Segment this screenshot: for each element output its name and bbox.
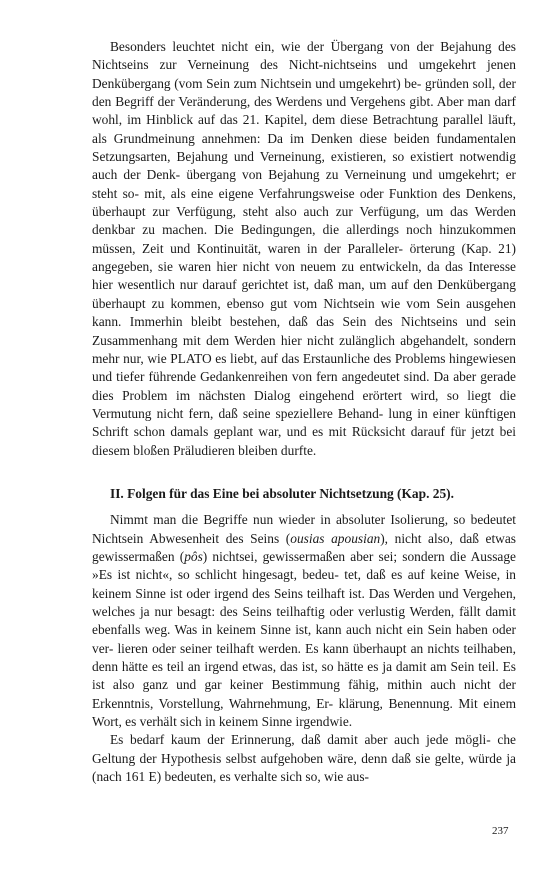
text-fragment: bedeutet Nichtsein Abwesenheit des Seins (	[92, 512, 516, 546]
text-line: daß man, um auf den Denkübergang überhaupt zu kommen, ebenso	[92, 277, 516, 311]
text-line: Was in keinem Sinne ist, kann auch nicht ein Sein haben oder ver-	[92, 622, 516, 656]
text-line: des Seins teilhaftig oder verlustig Werden, fällt damit ebenfalls weg.	[92, 603, 516, 638]
text-line: tet, daß es auf keine Weise, in keinem Sinne ist oder irgend des	[92, 567, 517, 601]
text-line: gründen soll, der den Begriff der Veränderung, des Werdens und	[92, 75, 516, 110]
text-line: des Nichtseins zur Verneinung des Nicht-nichtseins und umgekehrt	[92, 39, 516, 73]
text-line: und Verneinung, existieren, so existiert notwendig auch der Denk-	[92, 149, 516, 183]
text-line: mithin auch nicht der Erkenntnis, Vorstellung, Wahrnehmung, Er-	[92, 677, 516, 711]
text-line: bestehen, daß das Sein des Nichtseins und sein Zusammenhang mit	[92, 314, 517, 348]
greek-term-pos: pôs	[184, 548, 203, 564]
text-line: gelte, würde ja (nach 161 E) bedeuten, es verhalte sich so, wie aus-	[92, 750, 516, 785]
text-line: mit, als eine eigene Verfahrungsweise oder Funktion des Denkens,	[144, 185, 516, 201]
text-line: hinzukommen müssen, Zeit und Kontinuität, waren in der Paralleler-	[92, 222, 516, 256]
text-line: teilhaben, denn hätte es teil an irgend etwas, das ist, so hätte es ja	[92, 640, 516, 674]
text-line: Sinne irgendwie.	[261, 714, 353, 730]
text-line: damit am Sein teil. Es ist also ganz und gar keiner Bestimmung fähig,	[92, 659, 516, 693]
text-line: lung in einer künftigen Schrift schon damals geplant war, und es	[92, 405, 516, 440]
text-line: örterung (Kap. 21) angegeben, sie waren hier nicht von neuem zu	[92, 240, 516, 275]
text-line: durfte.	[280, 442, 317, 458]
text-line: Nimmt man die Begriffe nun wieder in absoluter Isolierung, so	[110, 512, 466, 528]
book-page	[92, 38, 516, 786]
paragraph-2	[92, 511, 516, 731]
paragraph-1	[92, 38, 516, 460]
page-number: 237	[492, 825, 509, 837]
text-line: Besonders leuchtet nicht ein, wie der Übergang von der Bejahung	[110, 39, 492, 54]
text-line: Da im Denken diese beiden fundamentalen Setzungsarten, Bejahung	[92, 130, 516, 165]
text-line: entwickeln, da das Interesse hier wesentlich nur darauf gerichtet ist,	[92, 259, 516, 293]
text-line: übergang von Bejahung zu Verneinung und umgekehrt; er steht so-	[92, 167, 516, 201]
text-fragment: ), nicht	[380, 530, 422, 546]
text-line: klärung, Benennung. Mit einem Wort, es verhält sich in keinem	[92, 695, 516, 730]
text-line: dem Werden hier nicht zulänglich abgehandelt, sondern mehr nur,	[92, 332, 517, 366]
section-heading: II. Folgen für das Eine bei absoluter Nichtsetzung (Kap. 25).	[110, 485, 454, 501]
text-line: che Geltung der Hypothesis selbst aufgehoben wäre, denn daß sie	[92, 732, 516, 766]
text-line: überhaupt zur Verfügung, steht also auch zur Verfügung, um das	[92, 204, 469, 220]
text-fragment: ) nichtsei, gewissermaßen aber	[202, 548, 374, 564]
text-fragment: also, daß etwas gewissermaßen (	[92, 530, 517, 564]
text-line: aber gerade dies Problem im nächsten Dialog eingehend erörtert	[92, 369, 516, 403]
text-line: dem diese Betrachtung parallel läuft, als Grundmeinung annehmen:	[92, 112, 516, 146]
text-line: gut vom Nichtsein wie vom Sein ausgehen kann. Immerhin bleibt	[92, 295, 516, 330]
text-line: wird, so liegt die Vermutung nicht fern, daß seine speziellere Behand-	[92, 387, 516, 421]
text-line: und tiefer führende Gedankenreihen von fern angedeutet sind. Da	[92, 369, 450, 385]
text-line: Werden denkbar zu machen. Die Bedingungen, die allerdings noch	[92, 204, 516, 238]
text-line: lieren oder seiner teilhaft werden. Es kann überhaupt an nichts	[117, 640, 460, 656]
text-line: Seins teilhaft ist. Das Werden und Vergehen, welches ja nur besagt:	[92, 585, 517, 619]
text-line: wie PLATO es liebt, auf das Erstaunliche des Problems hingewiesen	[147, 350, 516, 366]
paragraph-3	[92, 731, 516, 786]
text-line: sei; sondern die Aussage »Es ist nicht«, so schlicht hingesagt, bedeu-	[92, 548, 516, 583]
greek-term-ousias-apousian: ousias apousian	[290, 530, 381, 546]
text-line: Es bedarf kaum der Erinnerung, daß damit aber auch jede mögli-	[110, 732, 491, 748]
text-line: jenen Denkübergang (vom Sein zum Nichtsein und umgekehrt) be-	[92, 57, 516, 91]
text-line: mit Rücksicht darauf für jetzt bei diesem bloßen Präludieren bleiben	[92, 424, 516, 458]
text-line: Vergehens gibt. Aber man darf wohl, im Hinblick auf das 21. Kapitel,	[92, 94, 516, 128]
